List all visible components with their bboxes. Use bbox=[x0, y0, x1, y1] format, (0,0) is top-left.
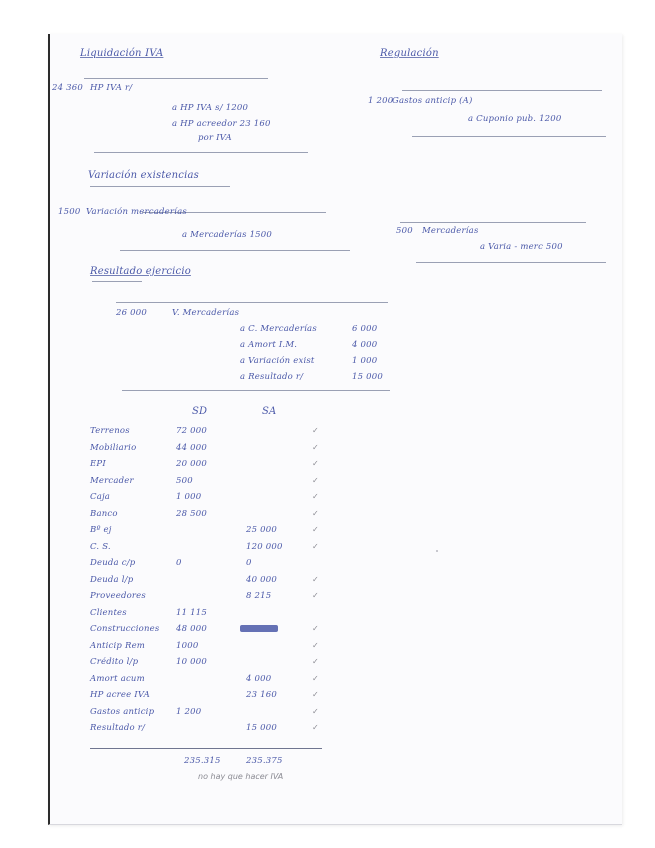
merc-debit-account: Mercaderías bbox=[422, 226, 479, 236]
check-mark: ✓ bbox=[312, 475, 319, 485]
res-credit-value: 15 000 bbox=[352, 372, 383, 382]
check-mark: ✓ bbox=[312, 442, 319, 452]
check-mark: ✓ bbox=[312, 624, 319, 633]
notebook-page bbox=[48, 34, 622, 825]
reg-debit-account: Gastos anticip (A) bbox=[392, 96, 473, 106]
divider bbox=[402, 90, 602, 91]
var-amount: 1500 bbox=[58, 207, 81, 217]
table-row-label: Crédito l/p bbox=[90, 657, 139, 667]
check-mark: ✓ bbox=[312, 591, 319, 600]
res-credit-value: 6 000 bbox=[352, 324, 378, 334]
table-row-sa: 25 000 bbox=[246, 525, 277, 535]
divider bbox=[400, 222, 586, 223]
table-row-sd: 1 000 bbox=[176, 492, 202, 502]
column-header-sd: SD bbox=[192, 406, 208, 417]
table-row-sd: 1000 bbox=[176, 640, 199, 651]
table-row-sd: 48 000 bbox=[176, 624, 207, 634]
table-row-sd: 20 000 bbox=[176, 459, 207, 469]
total-divider bbox=[90, 748, 322, 749]
table-row-label: Deuda l/p bbox=[90, 574, 134, 585]
divider bbox=[92, 281, 142, 282]
table-row-label: EPI bbox=[90, 459, 106, 469]
res-credit-label: a Resultado r/ bbox=[240, 372, 304, 382]
table-row-label: HP acree IVA bbox=[90, 690, 150, 700]
table-row-label: Bº ej bbox=[90, 525, 112, 535]
liquidacion-iva-title: Liquidación IVA bbox=[80, 48, 164, 59]
column-header-sa: SA bbox=[262, 406, 277, 417]
table-row-sd: 500 bbox=[176, 475, 193, 486]
res-debit-account: V. Mercaderías bbox=[172, 308, 240, 318]
liq-credit-line-3: por IVA bbox=[198, 133, 232, 143]
table-row-label: Banco bbox=[90, 508, 118, 519]
table-row-label: Proveedores bbox=[90, 591, 146, 601]
res-credit-label: a Amort I.M. bbox=[240, 340, 298, 350]
var-credit-line: a Mercaderías 1500 bbox=[182, 230, 273, 240]
divider bbox=[90, 186, 230, 187]
res-credit-value: 4 000 bbox=[352, 340, 378, 350]
divider bbox=[412, 136, 606, 137]
check-mark: ✓ bbox=[312, 459, 319, 468]
table-row-sd: 72 000 bbox=[176, 426, 207, 436]
table-row-sa: 23 160 bbox=[246, 690, 277, 700]
table-row-sd: 28 500 bbox=[176, 508, 207, 519]
res-amount: 26 000 bbox=[116, 308, 147, 318]
table-row-label: Amort acum bbox=[90, 673, 145, 684]
table-row-sd: 11 115 bbox=[176, 607, 207, 618]
regulacion-title: Regulación bbox=[380, 48, 439, 59]
table-row-label: Terrenos bbox=[90, 426, 130, 436]
table-row-label: Deuda c/p bbox=[90, 558, 136, 568]
table-row-label: Resultado r/ bbox=[90, 723, 146, 733]
table-row-label: Mobiliario bbox=[90, 442, 137, 453]
table-row-label: Anticip Rem bbox=[90, 640, 146, 651]
table-row-sa: 8 215 bbox=[246, 591, 272, 601]
table-row-label: Gastos anticip bbox=[90, 706, 155, 717]
check-mark: ✓ bbox=[312, 541, 319, 551]
table-row-label: C. S. bbox=[90, 541, 111, 552]
divider bbox=[116, 302, 388, 303]
table-row-sa: 0 bbox=[246, 558, 252, 568]
liq-credit-line-1: a HP IVA s/ 1200 bbox=[172, 103, 249, 113]
table-row-sa: 120 000 bbox=[246, 541, 283, 552]
liq-credit-line-2: a HP acreedor 23 160 bbox=[172, 119, 271, 129]
liq-debit-account: HP IVA r/ bbox=[90, 83, 133, 93]
table-row-label: Clientes bbox=[90, 607, 127, 618]
table-row-label: Caja bbox=[90, 492, 111, 502]
check-mark: ✓ bbox=[312, 657, 319, 666]
res-credit-label: a Variación exist bbox=[240, 356, 315, 366]
table-row-label: Mercader bbox=[90, 475, 134, 486]
pencil-note: no hay que hacer IVA bbox=[198, 772, 284, 781]
check-mark: ✓ bbox=[312, 426, 319, 435]
res-credit-label: a C. Mercaderías bbox=[240, 324, 317, 334]
check-mark: ✓ bbox=[312, 690, 319, 699]
check-mark: ✓ bbox=[312, 508, 319, 518]
table-row-sa: 15 000 bbox=[246, 723, 277, 733]
merc-amount: 500 bbox=[396, 226, 413, 236]
divider bbox=[416, 262, 606, 263]
check-mark: ✓ bbox=[312, 723, 319, 732]
reg-amount: 1 200 bbox=[368, 96, 394, 106]
variacion-existencias-title: Variación existencias bbox=[88, 170, 200, 181]
res-credit-value: 1 000 bbox=[352, 356, 378, 366]
merc-credit-line: a Varia - merc 500 bbox=[480, 242, 563, 252]
divider bbox=[94, 152, 308, 153]
check-mark: ✓ bbox=[312, 640, 319, 650]
total-sa: 235.375 bbox=[246, 756, 283, 766]
table-row-sa: 4 000 bbox=[246, 673, 272, 684]
table-row-sa: 40 000 bbox=[246, 574, 277, 585]
divider bbox=[122, 390, 390, 391]
total-sd: 235.315 bbox=[184, 756, 221, 766]
resultado-ejercicio-title: Resultado ejercicio bbox=[90, 266, 191, 277]
divider bbox=[120, 250, 350, 251]
check-mark: ✓ bbox=[312, 673, 319, 683]
check-mark: ✓ bbox=[312, 706, 319, 716]
table-row-sd: 0 bbox=[176, 558, 182, 568]
reg-credit-line: a Cuponio pub. 1200 bbox=[468, 114, 562, 124]
table-row-label: Construcciones bbox=[90, 624, 160, 634]
check-mark: ✓ bbox=[312, 525, 319, 534]
liq-amount: 24 360 bbox=[52, 83, 83, 93]
table-row-sd: 1 200 bbox=[176, 706, 202, 717]
divider bbox=[84, 78, 268, 79]
check-mark: ✓ bbox=[312, 492, 319, 501]
table-row-sd: 44 000 bbox=[176, 442, 207, 453]
check-mark: ✓ bbox=[312, 574, 319, 584]
table-row-sa-strikethrough bbox=[240, 624, 278, 634]
var-debit-account: Variación mercaderías bbox=[86, 207, 187, 217]
table-row-sd: 10 000 bbox=[176, 657, 207, 667]
paper-speck bbox=[436, 550, 438, 552]
